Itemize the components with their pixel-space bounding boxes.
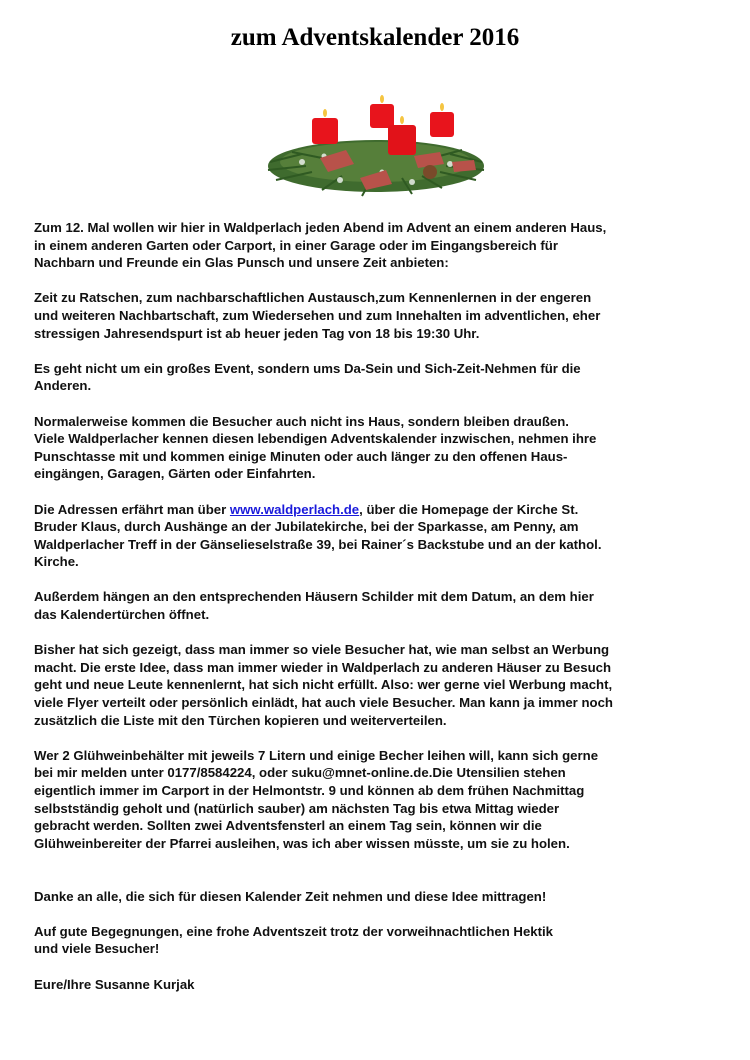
website-link[interactable]: www.waldperlach.de bbox=[229, 501, 360, 517]
text-line: selbstständig geholt und (natürlich sauber) am nächsten Tag bis etwa Mittag wieder bbox=[34, 800, 560, 816]
text-line: Waldperlacher Treff in der Gänselieselstraße 39, bei Rainer´s Backstube und an der kathol. bbox=[34, 536, 602, 552]
paragraph bbox=[34, 976, 724, 994]
text-line: und weiteren Nachbartschaft, zum Wiedersehen und zum Innehalten im adventlichen, eher bbox=[34, 307, 601, 323]
document-body bbox=[34, 219, 724, 1011]
text-line: macht. Die erste Idee, dass man immer wieder in Waldperlach zu anderen Häuser zu Besuch bbox=[34, 659, 612, 675]
text-line: Eure/Ihre Susanne Kurjak bbox=[34, 976, 195, 992]
paragraph bbox=[34, 289, 724, 342]
text-line: stressigen Jahresendspurt ist ab heuer jeden Tag von 18 bis 19:30 Uhr. bbox=[34, 325, 480, 341]
advent-wreath-icon bbox=[262, 92, 490, 204]
paragraph bbox=[34, 219, 724, 272]
text-line: Zeit zu Ratschen, zum nachbarschaftlichen Austausch,zum Kennenlernen in der engeren bbox=[34, 290, 592, 306]
text-segment: Die Adressen erfährt man über bbox=[34, 501, 230, 517]
text-line: eingängen, Garagen, Gärten oder Einfahrten. bbox=[34, 466, 316, 482]
text-line bbox=[34, 501, 724, 519]
text-line: das Kalendertürchen öffnet. bbox=[34, 607, 210, 623]
text-line: Anderen. bbox=[34, 378, 92, 394]
paragraph bbox=[34, 588, 724, 623]
text-line: Viele Waldperlacher kennen diesen lebendigen Adventskalender inzwischen, nehmen ihre bbox=[34, 431, 597, 447]
text-line: bei mir melden unter 0177/8584224, oder suku@mnet-online.de.Die Utensilien stehen bbox=[34, 765, 566, 781]
text-line: Nachbarn und Freunde ein Glas Punsch und unsere Zeit anbieten: bbox=[34, 255, 449, 271]
text-line: und viele Besucher! bbox=[34, 941, 160, 957]
text-line: zusätzlich die Liste mit den Türchen kopieren und weiterverteilen. bbox=[34, 712, 447, 728]
text-line: Wer 2 Glühweinbehälter mit jeweils 7 Litern und einige Becher leihen will, kann sich gerne bbox=[34, 747, 599, 763]
document-title: zum Adventskalender 2016 bbox=[230, 24, 520, 51]
text-line: Punschtasse mit und kommen einige Minuten oder auch länger zu den offenen Haus- bbox=[34, 448, 568, 464]
text-line: Außerdem hängen an den entsprechenden Häusern Schilder mit dem Datum, an dem hier bbox=[34, 589, 594, 605]
text-line: geht und neue Leute kennenlernt, hat sich nicht erfüllt. Also: wer gerne viel Werbung macht, bbox=[34, 677, 613, 693]
text-line: Normalerweise kommen die Besucher auch nicht ins Haus, sondern bleiben draußen. bbox=[34, 413, 569, 429]
text-line: Danke an alle, die sich für diesen Kalender Zeit nehmen und diese Idee mittragen! bbox=[34, 888, 547, 904]
text-segment: , über die Homepage der Kirche St. bbox=[359, 501, 579, 517]
text-line: Es geht nicht um ein großes Event, sondern ums Da-Sein und Sich-Zeit-Nehmen für die bbox=[34, 360, 581, 376]
text-line: in einem anderen Garten oder Carport, in einer Garage oder im Eingangsbereich für bbox=[34, 237, 558, 253]
paragraph bbox=[34, 360, 724, 395]
text-line: Auf gute Begegnungen, eine frohe Adventszeit trotz der vorweihnachtlichen Hektik bbox=[34, 923, 554, 939]
text-line: Glühweinbereiter der Pfarrei ausleihen, was ich aber wissen müsste, um sie zu holen. bbox=[34, 835, 570, 851]
text-line: Zum 12. Mal wollen wir hier in Waldperlach jeden Abend im Advent an einem anderen Haus, bbox=[34, 220, 607, 235]
text-line: Bisher hat sich gezeigt, dass man immer so viele Besucher hat, wie man selbst an Werbung bbox=[34, 642, 610, 658]
text-line: gebracht werden. Sollten zwei Adventsfensterl an einem Tag sein, können wir die bbox=[34, 818, 542, 834]
text-line: Bruder Klaus, durch Aushänge an der Jubilatekirche, bei der Sparkasse, am Penny, am bbox=[34, 519, 579, 535]
paragraph bbox=[34, 413, 724, 483]
paragraph bbox=[34, 747, 724, 853]
paragraph bbox=[34, 641, 724, 729]
paragraph bbox=[34, 501, 724, 571]
pine-cone bbox=[423, 165, 437, 179]
paragraph bbox=[34, 888, 724, 906]
text-line: eigentlich immer im Carport in der Helmontstr. 9 und können ab dem frühen Nachmittag bbox=[34, 783, 585, 798]
paragraph bbox=[34, 923, 724, 958]
text-line: Kirche. bbox=[34, 554, 79, 570]
text-line: viele Flyer verteilt oder persönlich einlädt, hat auch viele Besucher. Man kann ja immer noch bbox=[34, 695, 613, 711]
